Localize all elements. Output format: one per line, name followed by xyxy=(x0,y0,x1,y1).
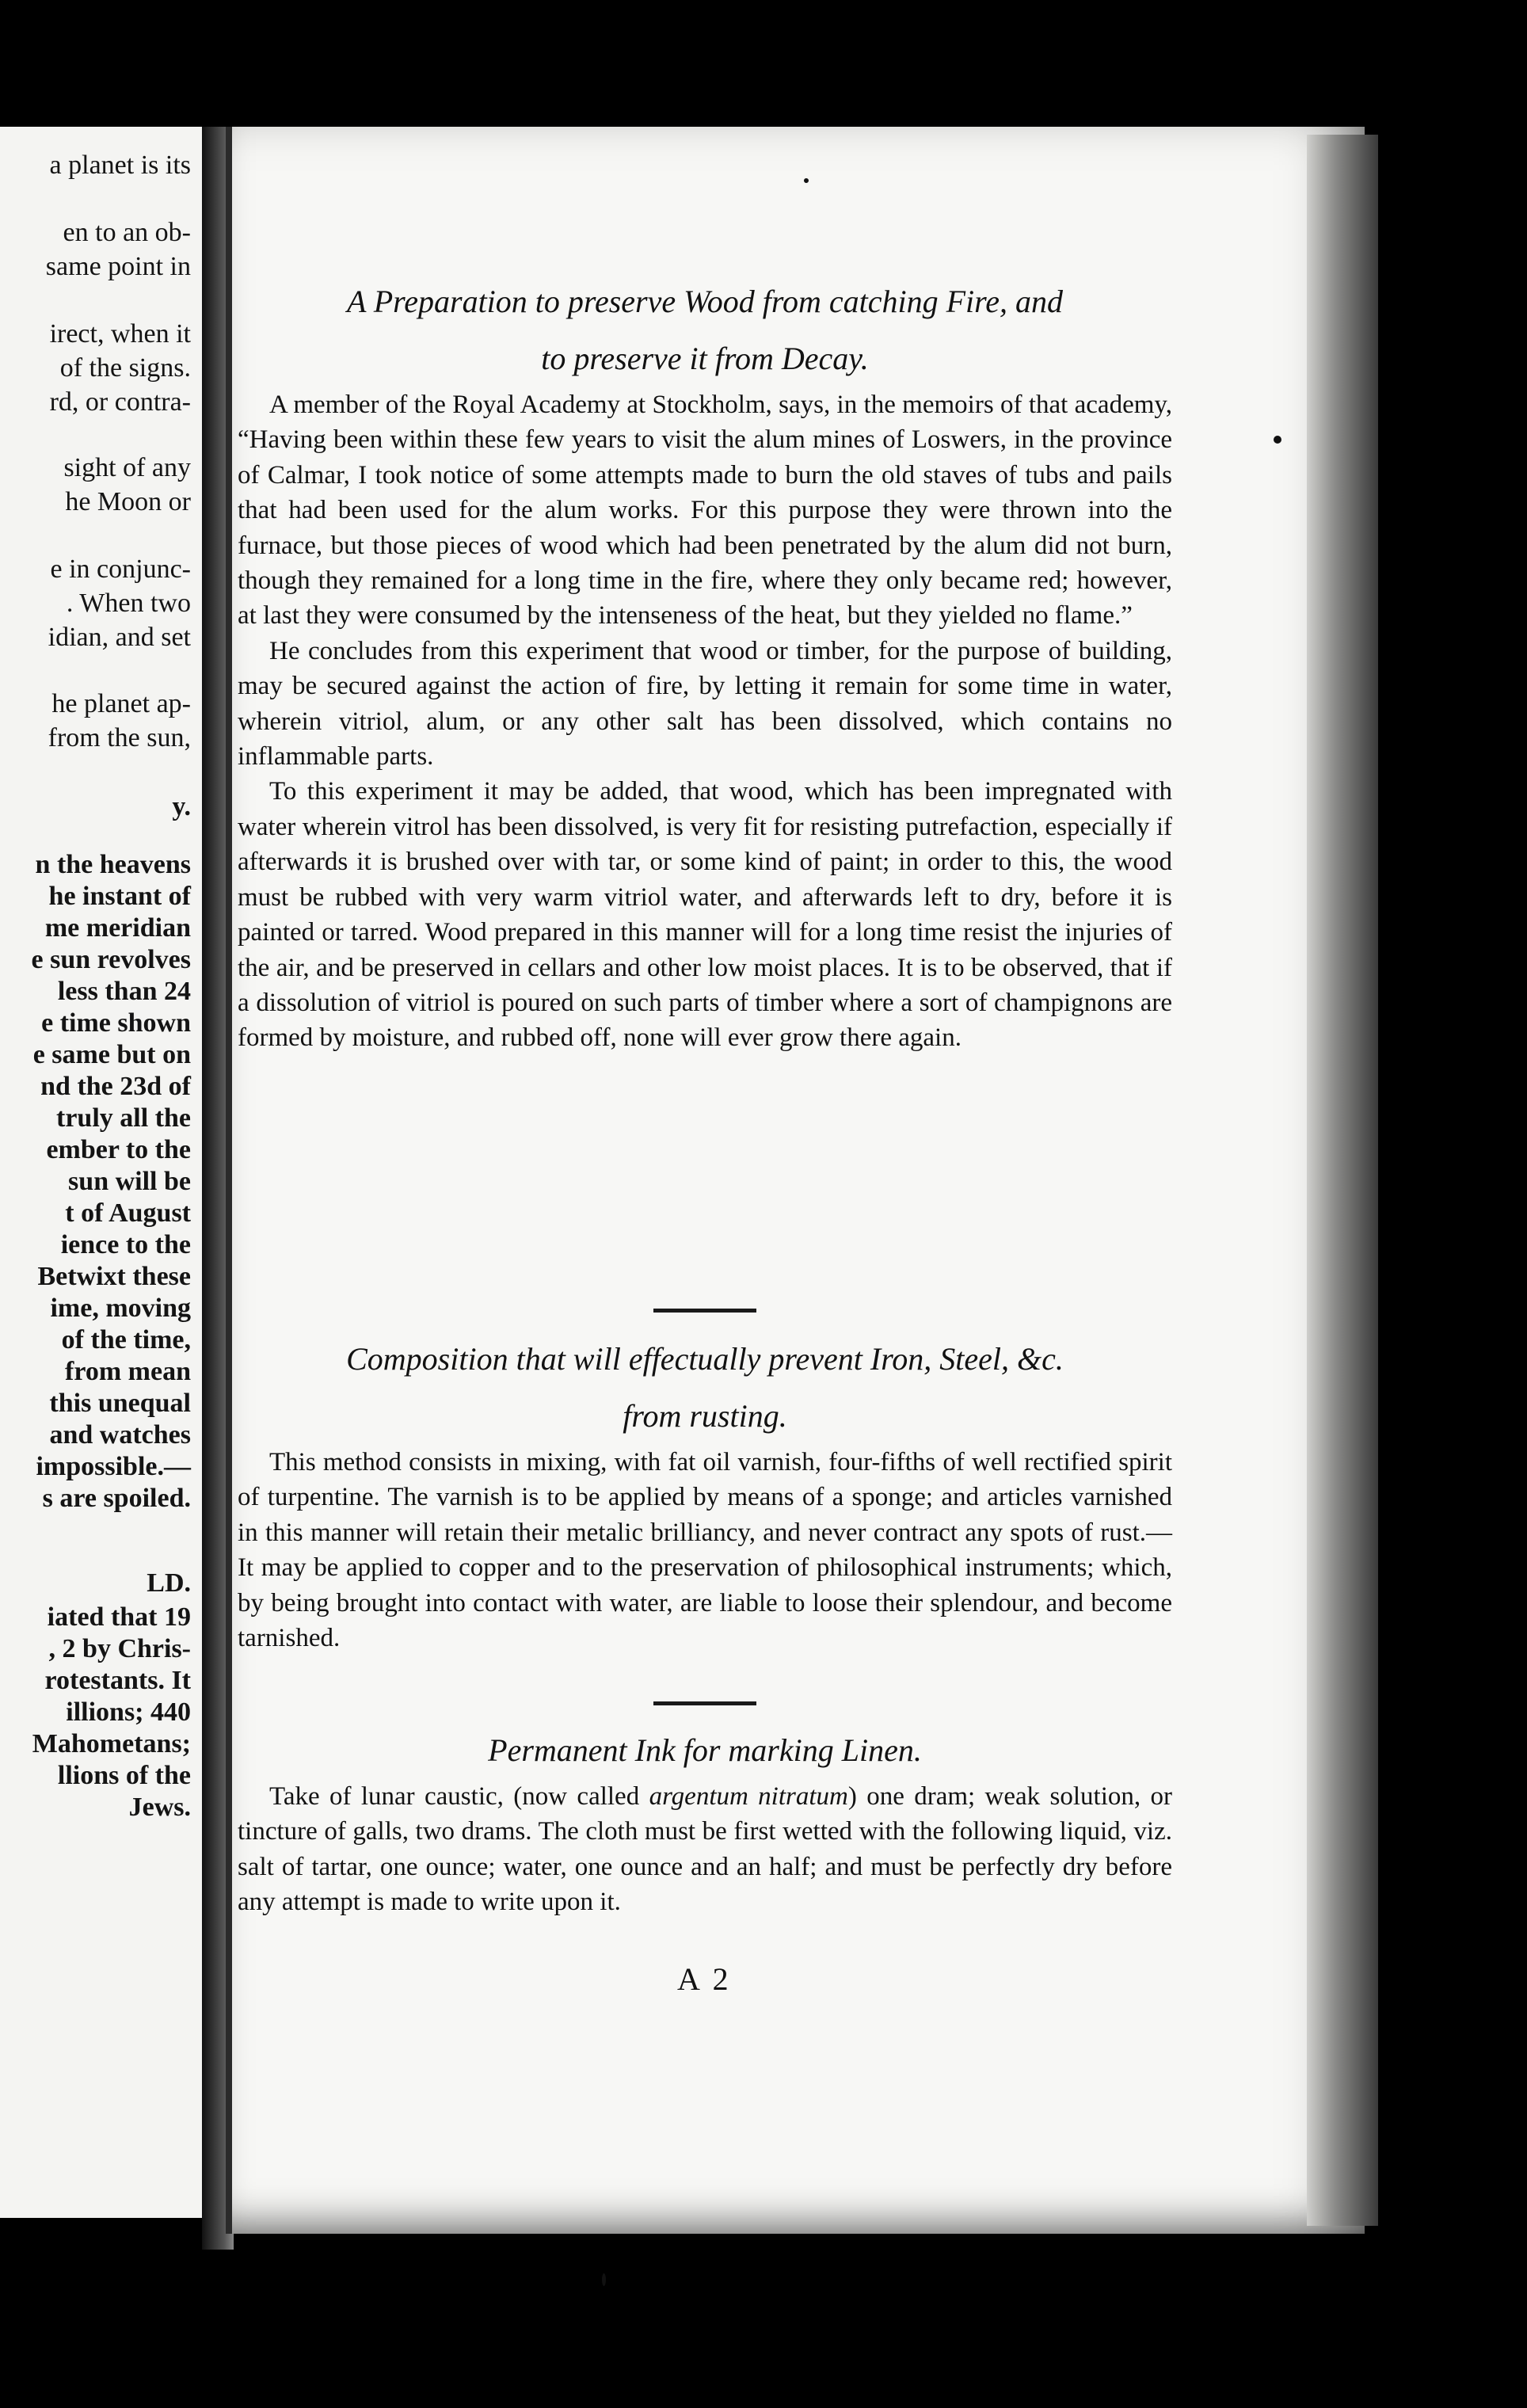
page-signature: A 2 xyxy=(677,1961,732,1997)
left-page-line: e same but on xyxy=(32,1040,191,1069)
left-page-line: en to an ob- xyxy=(63,218,191,247)
left-page-line: nd the 23d of xyxy=(40,1072,191,1101)
left-page-line: idian, and set xyxy=(48,623,191,652)
left-page-line: he instant of xyxy=(48,882,191,911)
left-page-line: iated that 19 xyxy=(47,1602,191,1632)
article-title: Permanent Ink for marking Linen. xyxy=(488,1732,922,1768)
left-page-line: from mean xyxy=(65,1357,191,1386)
article-title-line1: Composition that will effectually prevent Iron, Steel, &c. xyxy=(346,1341,1064,1377)
left-page-line: sight of any xyxy=(63,453,191,482)
left-page-line: this unequal xyxy=(49,1389,191,1418)
ink-speck xyxy=(1274,436,1281,444)
article-title-line2: to preserve it from Decay. xyxy=(541,341,869,376)
paragraph-italic-term: argentum nitratum xyxy=(649,1782,848,1811)
left-page-line: ime, moving xyxy=(50,1294,191,1323)
left-page-line: same point in xyxy=(45,252,191,281)
article-rust-prevention xyxy=(238,1331,1172,1656)
article-wood-preservation xyxy=(238,273,1172,1056)
left-page-line: y. xyxy=(172,792,191,821)
left-page-line: impossible.— xyxy=(36,1452,191,1481)
left-page-line: e sun revolves xyxy=(31,945,191,974)
paragraph-text: ) one dram; weak solution, or tincture of galls, two drams. The cloth must be first wetted with the following liquid, viz. salt of tartar, one ounce; water, one ounce and an half; and must be perfectly dry before any attempt is made to write upon it. xyxy=(238,1782,1172,1917)
left-page-line: Mahometans; xyxy=(32,1729,191,1758)
left-page-line: llions of the xyxy=(57,1761,191,1790)
section-divider xyxy=(653,1701,756,1705)
article-marking-ink xyxy=(238,1722,1172,1920)
left-page-line: LD. xyxy=(147,1568,191,1598)
left-page-line: and watches xyxy=(49,1420,191,1450)
left-page-line: a planet is its xyxy=(49,150,191,180)
left-page-line: . When two xyxy=(66,589,191,618)
left-page-line: truly all the xyxy=(56,1103,191,1133)
article-paragraph: He concludes from this experiment that wood or timber, for the purpose of building, may be secured against the action of fire, by letting it remain for some time in water, wherein vitriol, alum, or any other salt has been dissolved, which contains no inflammable parts. xyxy=(238,636,1172,772)
article-paragraph: To this experiment it may be added, that wood, which has been impregnated with water wherein vitrol has been dissolved, is very fit for resisting putrefaction, especially if afterwards it is brushed over with tar, or some kind of paint; in order to this, the wood must be rubbed with very warm vitriol water, and afterwards left to dry, before it is painted or tarred. Wood prepared in this manner will for a long time resist the injuries of the air, and be preserved in cellars and other low moist places. It is to be observed, that if a dissolution of vitriol is poured on such parts of timber where a sort of champignons are formed by moisture, and rubbed off, none will ever grow there again. xyxy=(238,777,1172,1053)
ink-speck xyxy=(602,2273,606,2286)
left-page-line: me meridian xyxy=(44,913,191,943)
page-edge xyxy=(1307,135,1378,2226)
left-page-line: irect, when it xyxy=(49,319,191,349)
paragraph-text: Take of lunar caustic, (now called xyxy=(269,1782,649,1811)
left-page-line: from the sun, xyxy=(48,723,191,752)
article-paragraph: A member of the Royal Academy at Stockholm, says, in the memoirs of that academy, “Having been within these few years to visit the alum mines of Loswers, in the province of Calmar, I took notice of some attempts made to burn the old staves of tubs and pails that had been used for the alum works. For this purpose they were thrown into the furnace, but those pieces of wood which had been penetrated by the alum did not burn, though they remained for a long time in the fire, where they only became red; however, at last they were consumed by the intenseness of the heat, but they yielded no flame.” xyxy=(238,391,1172,631)
left-page-line: e time shown xyxy=(41,1008,191,1038)
left-page-line: s are spoiled. xyxy=(42,1484,191,1513)
left-page-line: e in conjunc- xyxy=(50,554,191,584)
left-page-line: of the signs. xyxy=(59,353,191,383)
left-page-line: Jews. xyxy=(128,1793,191,1822)
left-page-line: sun will be xyxy=(68,1167,191,1196)
left-page-line: illions; 440 xyxy=(66,1697,191,1727)
left-page-line: rd, or contra- xyxy=(49,387,191,417)
left-facing-page xyxy=(0,127,207,2218)
left-page-line: ember to the xyxy=(46,1135,191,1164)
article-title-line2: from rusting. xyxy=(623,1398,787,1434)
article-paragraph: This method consists in mixing, with fat oil varnish, four-fifths of well rectified spirit of turpentine. The varnish is to be applied by means of a sponge; and articles varnished in this manner will retain their metalic brilliancy, and never contract any spots of rust.— It may be applied to copper and to the preservation of philosophical instruments; which, by being brought into contact with water, are liable to loose their splendour, and become tarnished. xyxy=(238,1448,1172,1653)
left-page-line: t of August xyxy=(65,1198,191,1228)
ink-speck xyxy=(804,178,809,183)
left-page-line: less than 24 xyxy=(57,977,191,1006)
left-page-line: ience to the xyxy=(60,1230,191,1259)
section-divider xyxy=(653,1309,756,1313)
left-page-line: he planet ap- xyxy=(51,689,191,718)
article-paragraph xyxy=(238,1779,1172,1920)
left-page-line: , 2 by Chris- xyxy=(48,1634,191,1663)
left-page-line: he Moon or xyxy=(65,487,191,516)
left-page-line: Betwixt these xyxy=(37,1262,191,1291)
left-page-line: rotestants. It xyxy=(44,1666,191,1695)
left-page-line: of the time, xyxy=(61,1325,191,1354)
article-title-line1: A Preparation to preserve Wood from catching Fire, and xyxy=(347,284,1063,319)
left-page-line: n the heavens xyxy=(35,850,191,879)
